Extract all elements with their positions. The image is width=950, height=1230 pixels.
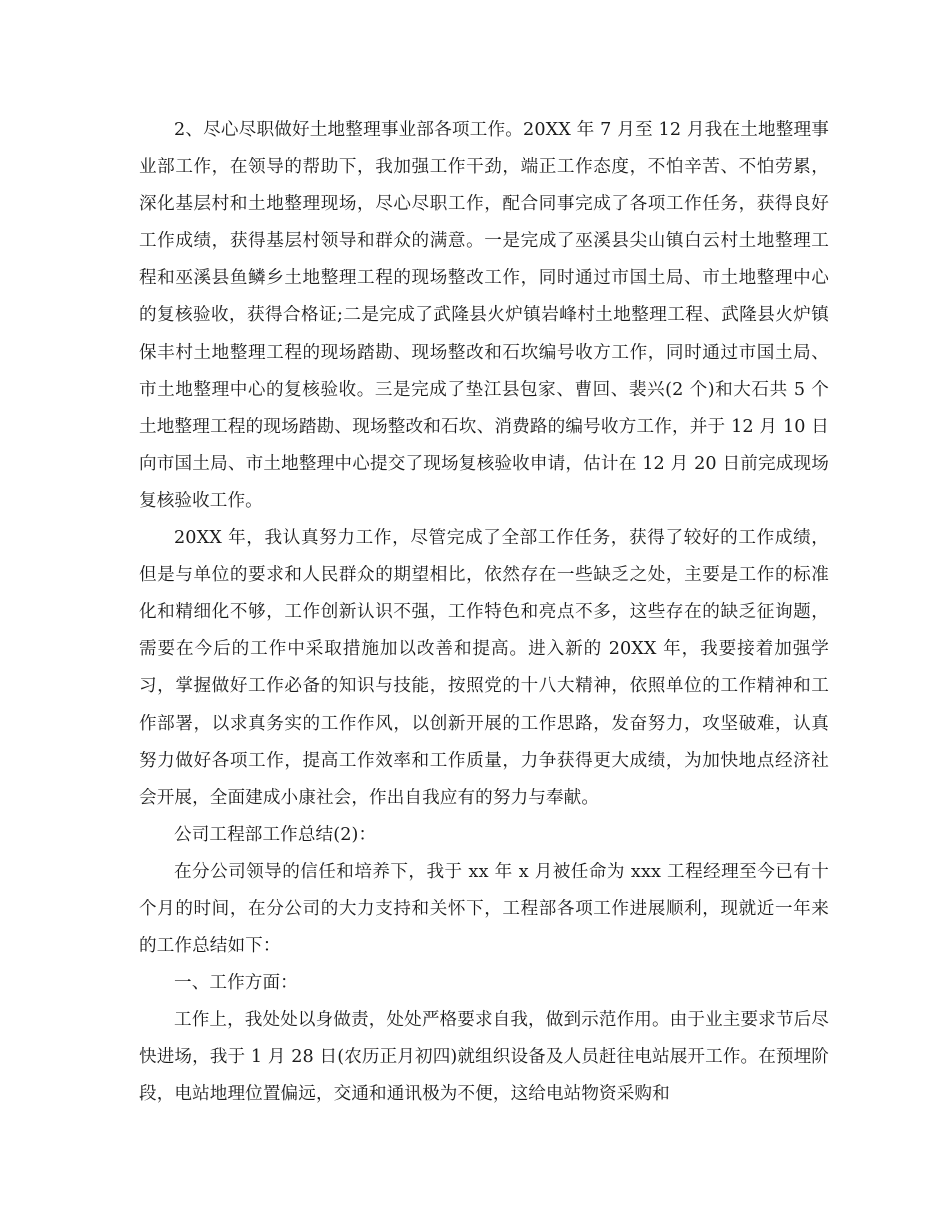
paragraph-land-consolidation-work: 2、尽心尽职做好土地整理事业部各项工作。20XX 年 7 月至 12 月我在土地整理事业部工作，在领导的帮助下，我加强工作干劲，端正工作态度，不怕辛苦、不怕劳累，深化基层村和土地整理现场，尽心尽职工作，配合同事完成了各项工作任务，获得良好工作成绩，获得基层村领导和群众的满意。一是完成了巫溪县尖山镇白云村土地整理工程和巫溪县鱼鳞乡土地整理工程的现场整改工作，同时通过市国土局、市土地整理中心的复核验收，获得合格证;二是完成了武隆县火炉镇岩峰村土地整理工程、武隆县火炉镇保丰村土地整理工程的现场踏勘、现场整改和石坎编号收方工作，同时通过市国土局、市土地整理中心的复核验收。三是完成了垫江县包家、曹回、裴兴(2 个)和大石共 5 个土地整理工程的现场踏勘、现场整改和石坎、消费路的编号收方工作，并于 12 月 10 日向市国土局、市土地整理中心提交了现场复核验收申请，估计在 12 月 20 日前完成现场复核验收工作。 [139,120,829,511]
paragraph-year-summary: 20XX 年，我认真努力工作，尽管完成了全部工作任务，获得了较好的工作成绩，但是与单位的要求和人民群众的期望相比，依然存在一些缺乏之处，主要是工作的标准化和精细化不够，工作创新认识不强，工作特色和亮点不多，这些存在的缺乏征询题，需要在今后的工作中采取措施加以改善和提高。进入新的 20XX 年，我要接着加强学习，掌握做好工作必备的知识与技能，按照党的十八大精神，依照单位的工作精神和工作部署，以求真务实的工作作风，以创新开展的工作思路，发奋努力，攻坚破难，认真努力做好各项工作，提高工作效率和工作质量，力争获得更大成绩，为加快地点经济社会开展，全面建成小康社会，作出自我应有的努力与奉献。 [139,528,829,808]
document-body [139,112,829,1114]
paragraph-introduction: 在分公司领导的信任和培养下，我于 xx 年 x 月被任命为 xxx 工程经理至今已有十个月的时间，在分公司的大力支持和关怀下，工程部各项工作进展顺利，现就近一年来的工作总结如下： [139,861,829,957]
section-title-engineering-summary: 公司工程部工作总结(2)： [174,824,377,845]
paragraph-work-details: 工作上，我处处以身做责，处处严格要求自我，做到示范作用。由于业主要求节后尽快进场，我于 1 月 28 日(农历正月初四)就组织设备及人员赶往电站展开工作。在预埋阶段，电站地理位置偏远，交通和通讯极为不便，这给电站物资采购和 [139,1010,829,1105]
section-heading-work-aspects: 一、工作方面： [174,973,298,994]
